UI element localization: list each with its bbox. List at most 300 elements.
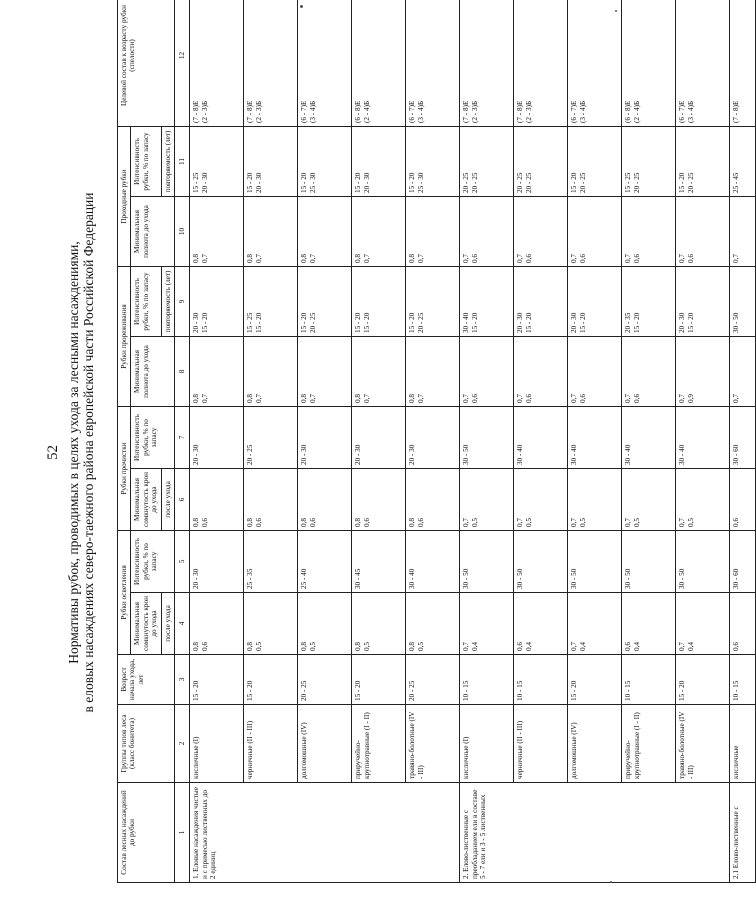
header-intensity-7: Интенсивность рубки, % по запасу	[131, 407, 175, 469]
age-cell: 10 - 15	[514, 655, 568, 705]
min-full-prorezh-cell	[244, 337, 298, 407]
forest-type-cell: кисличные (I)	[190, 705, 244, 783]
intensity-prorezh-cell-value: 30 - 50	[732, 312, 741, 333]
min-full-prorezh-cell-value: 0,7	[308, 394, 317, 403]
intensity-prorezh-cell-value: 15 - 20	[362, 312, 371, 333]
intensity-prokh-cell-value: 15 - 25	[624, 172, 633, 193]
min-crown-proch-cell-value: 0,7	[570, 518, 579, 527]
target-composition-cell-value: (7 - 8)Е	[732, 100, 741, 123]
intensity-prokh-cell-value: 15 - 20	[678, 172, 687, 193]
column-number: 9	[175, 266, 190, 336]
min-full-prokh-cell-value: 0,8	[300, 254, 309, 263]
min-full-prokh-cell-value: 0,6	[686, 254, 695, 263]
intensity-prorezh-cell-value: 30 - 40	[462, 312, 471, 333]
header-min-full-8: Минимальная полнота до ухода	[131, 337, 175, 407]
min-crown-proch-cell-value: 0,5	[632, 518, 641, 527]
group-label: 2. Елово-лиственные с преобладанием ели в составе 5 - 7 ели и 3 - 5 лиственных	[460, 783, 730, 883]
column-number: 8	[175, 337, 190, 407]
target-composition-cell	[514, 0, 568, 126]
header-repeat-9: повторяемость (лет)	[161, 266, 174, 336]
min-full-prorezh-cell-value: 0,7	[416, 394, 425, 403]
min-crown-osv-cell-value: 0,7	[570, 642, 579, 651]
target-composition-cell-value: (6 - 8)Е	[354, 100, 363, 123]
intensity-prorezh-cell	[352, 266, 406, 336]
header-age: Возраст начала ухода, лет	[118, 655, 175, 705]
age-cell: 15 - 20	[568, 655, 622, 705]
min-full-prokh-cell-value: 0,8	[354, 254, 363, 263]
intensity-osv-cell: 30 - 45	[352, 531, 406, 593]
min-full-prorezh-cell-value: 0,6	[578, 394, 587, 403]
min-crown-proch-cell-value: 0,8	[408, 518, 417, 527]
intensity-prokh-cell-value: 20 - 30	[254, 172, 263, 193]
intensity-prokh-cell	[676, 126, 730, 196]
min-full-prokh-cell	[352, 196, 406, 266]
min-crown-proch-cell-value: 0,6	[308, 518, 317, 527]
min-full-prokh-cell-value: 0,8	[192, 254, 201, 263]
min-crown-proch-cell	[622, 469, 676, 531]
intensity-prorezh-cell	[190, 266, 244, 336]
min-crown-osv-cell-value: 0,8	[354, 642, 363, 651]
intensity-prokh-cell-value: 20 - 25	[578, 172, 587, 193]
min-full-prokh-cell-value: 0,8	[246, 254, 255, 263]
min-full-prokh-cell	[568, 196, 622, 266]
min-full-prorezh-cell-value: 0,8	[192, 394, 201, 403]
intensity-prokh-cell	[352, 126, 406, 196]
min-full-prokh-cell	[406, 196, 460, 266]
target-composition-cell	[244, 0, 298, 126]
min-full-prokh-cell-value: 0,8	[408, 254, 417, 263]
table-row	[514, 0, 568, 883]
target-composition-cell-value: (2 - 3)Б	[200, 100, 209, 123]
min-full-prokh-cell-value: 0,7	[308, 254, 317, 263]
min-crown-osv-cell	[244, 593, 298, 655]
min-crown-proch-cell-value: 0,5	[524, 518, 533, 527]
column-number: 1	[175, 783, 190, 883]
column-number-row	[175, 0, 190, 883]
column-number: 4	[175, 593, 190, 655]
target-composition-cell-value: (7 - 8)Е	[462, 100, 471, 123]
min-full-prorezh-cell-value: 0,9	[686, 394, 695, 403]
min-full-prorezh-cell-value: 0,7	[362, 394, 371, 403]
target-composition-cell	[568, 0, 622, 126]
min-full-prorezh-cell-value: 0,7	[624, 394, 633, 403]
intensity-osv-cell: 30 - 50	[622, 531, 676, 593]
min-crown-proch-cell-value: 0,8	[354, 518, 363, 527]
header-target: Целевой состав к возрасту рубки (спелости)	[118, 0, 175, 126]
min-full-prokh-cell	[730, 196, 756, 266]
target-composition-cell-value: (2 - 4)Б	[362, 100, 371, 123]
header-osvetlenie: Рубки осветления	[118, 531, 131, 655]
intensity-proch-cell: 20 - 30	[190, 407, 244, 469]
page-number: 52	[45, 445, 61, 460]
forest-type-cell: кисличные	[730, 705, 756, 783]
intensity-prokh-cell	[298, 126, 352, 196]
intensity-prorezh-cell	[244, 266, 298, 336]
min-full-prokh-cell-value: 0,7	[570, 254, 579, 263]
min-crown-proch-cell	[568, 469, 622, 531]
column-number: 10	[175, 196, 190, 266]
min-crown-proch-cell-value: 0,6	[732, 518, 741, 527]
min-crown-osv-cell-value: 0,5	[308, 642, 317, 651]
min-crown-proch-cell-value: 0,8	[246, 518, 255, 527]
min-full-prorezh-cell-value: 0,7	[678, 394, 687, 403]
min-crown-osv-cell-value: 0,4	[632, 642, 641, 651]
intensity-prorezh-cell-value: 20 - 25	[416, 312, 425, 333]
min-full-prorezh-cell-value: 0,6	[524, 394, 533, 403]
min-full-prorezh-cell-value: 0,7	[462, 394, 471, 403]
min-full-prorezh-cell-value: 0,7	[516, 394, 525, 403]
min-crown-proch-cell-value: 0,6	[416, 518, 425, 527]
intensity-prorezh-cell-value: 15 - 20	[632, 312, 641, 333]
min-crown-proch-cell	[514, 469, 568, 531]
intensity-prokh-cell	[244, 126, 298, 196]
target-composition-cell-value: (2 - 4)Б	[632, 100, 641, 123]
intensity-prorezh-cell-value: 15 - 20	[300, 312, 309, 333]
min-full-prorezh-cell-value: 0,8	[300, 394, 309, 403]
column-number: 5	[175, 531, 190, 593]
intensity-prokh-cell-value: 20 - 30	[362, 172, 371, 193]
intensity-prokh-cell	[568, 126, 622, 196]
min-crown-osv-cell	[352, 593, 406, 655]
header-min-crown-6: Минимальная сомкнутость крон до ухода	[131, 469, 161, 531]
intensity-prokh-cell	[460, 126, 514, 196]
target-composition-cell-value: (6 - 7)Е	[678, 100, 687, 123]
min-crown-osv-cell-value: 0,5	[254, 642, 263, 651]
title-line-2: в еловых насаждениях северо-таежного района европейской части Российской Федерации	[81, 192, 96, 713]
min-full-prorezh-cell	[406, 337, 460, 407]
min-full-prorezh-cell	[676, 337, 730, 407]
intensity-osv-cell: 30 - 60	[730, 531, 756, 593]
min-full-prokh-cell-value: 0,6	[470, 254, 479, 263]
intensity-proch-cell: 20 - 30	[298, 407, 352, 469]
table-row	[568, 0, 622, 883]
min-full-prorezh-cell-value: 0,6	[470, 394, 479, 403]
min-crown-osv-cell	[190, 593, 244, 655]
intensity-prokh-cell-value: 20 - 30	[200, 172, 209, 193]
min-full-prokh-cell-value: 0,6	[524, 254, 533, 263]
intensity-prorezh-cell-value: 15 - 20	[470, 312, 479, 333]
intensity-osv-cell: 30 - 50	[460, 531, 514, 593]
intensity-prorezh-cell	[622, 266, 676, 336]
intensity-proch-cell: 30 - 40	[514, 407, 568, 469]
target-composition-cell-value: (2 - 3)Б	[524, 100, 533, 123]
intensity-prokh-cell-value: 25 - 30	[416, 172, 425, 193]
target-composition-cell	[676, 0, 730, 126]
age-cell: 15 - 20	[244, 655, 298, 705]
intensity-prokh-cell-value: 25 - 30	[308, 172, 317, 193]
intensity-prokh-cell-value: 20 - 25	[470, 172, 479, 193]
table-row	[406, 0, 460, 883]
min-crown-osv-cell	[460, 593, 514, 655]
target-composition-cell	[352, 0, 406, 126]
title-line-1: Нормативы рубок, проводимых в целях ухода за лесными насаждениями,	[66, 241, 81, 664]
intensity-prorezh-cell-value: 15 - 20	[254, 312, 263, 333]
intensity-proch-cell: 30 - 40	[568, 407, 622, 469]
header-repeat-11: повторяемость (лет)	[161, 126, 174, 196]
intensity-prorezh-cell-value: 20 - 35	[624, 312, 633, 333]
header-forest-type: Группы типов леса (класс бонитета)	[118, 705, 175, 783]
intensity-proch-cell: 30 - 50	[460, 407, 514, 469]
age-cell: 15 - 20	[352, 655, 406, 705]
header-composition: Состав лесных насаждений до рубки	[118, 783, 175, 883]
min-full-prokh-cell	[190, 196, 244, 266]
forest-type-cell: травяно-болотные (IV - III)	[406, 705, 460, 783]
forest-type-cell: приручейно-крупнотравные (I - II)	[352, 705, 406, 783]
min-crown-osv-cell-value: 0,4	[524, 642, 533, 651]
min-full-prorezh-cell-value: 0,8	[408, 394, 417, 403]
target-composition-cell	[406, 0, 460, 126]
scan-speck	[610, 881, 612, 883]
target-composition-cell-value: (3 - 4)Б	[416, 100, 425, 123]
intensity-osv-cell: 30 - 50	[568, 531, 622, 593]
forest-type-cell: долгомошные (IV)	[568, 705, 622, 783]
min-crown-osv-cell	[298, 593, 352, 655]
intensity-osv-cell: 25 - 40	[298, 531, 352, 593]
intensity-proch-cell: 20 - 30	[352, 407, 406, 469]
min-crown-proch-cell-value: 0,8	[192, 518, 201, 527]
min-full-prorezh-cell-value: 0,6	[632, 394, 641, 403]
min-full-prorezh-cell-value: 0,7	[732, 394, 741, 403]
min-crown-proch-cell	[406, 469, 460, 531]
age-cell: 20 - 25	[298, 655, 352, 705]
min-full-prokh-cell-value: 0,7	[362, 254, 371, 263]
table-row	[244, 0, 298, 883]
intensity-proch-cell: 30 - 40	[622, 407, 676, 469]
age-cell: 10 - 15	[622, 655, 676, 705]
age-cell: 15 - 20	[676, 655, 730, 705]
header-after-6: после ухода	[161, 469, 174, 531]
min-crown-osv-cell-value: 0,5	[416, 642, 425, 651]
header-intensity-9: Интенсивность рубки, % по запасу	[131, 266, 161, 336]
min-crown-osv-cell	[730, 593, 756, 655]
min-crown-proch-cell-value: 0,8	[300, 518, 309, 527]
column-number: 11	[175, 126, 190, 196]
group-label: 2.1 Елово-лиственные с	[730, 783, 756, 883]
min-crown-proch-cell	[244, 469, 298, 531]
min-crown-proch-cell-value: 0,7	[678, 518, 687, 527]
intensity-prorezh-cell	[460, 266, 514, 336]
min-crown-proch-cell	[730, 469, 756, 531]
intensity-osv-cell: 30 - 50	[676, 531, 730, 593]
header-prochistka: Рубки прочистки	[118, 407, 131, 531]
min-full-prorezh-cell-value: 0,7	[254, 394, 263, 403]
min-crown-osv-cell-value: 0,7	[678, 642, 687, 651]
target-composition-cell	[298, 0, 352, 126]
min-full-prokh-cell	[514, 196, 568, 266]
table-row	[460, 0, 514, 883]
header-intensity-11: Интенсивность рубки, % по запасу	[131, 126, 161, 196]
intensity-prokh-cell	[730, 126, 756, 196]
intensity-osv-cell: 25 - 35	[244, 531, 298, 593]
table-row	[190, 0, 244, 883]
min-crown-proch-cell-value: 0,7	[624, 518, 633, 527]
table-row	[676, 0, 730, 883]
target-composition-cell-value: (7 - 8)Е	[516, 100, 525, 123]
intensity-prorezh-cell-value: 15 - 20	[354, 312, 363, 333]
norms-table	[117, 0, 756, 883]
min-crown-proch-cell	[460, 469, 514, 531]
table-body	[190, 0, 756, 883]
target-composition-cell-value: (6 - 7)Е	[570, 100, 579, 123]
min-full-prokh-cell-value: 0,7	[516, 254, 525, 263]
header-after-4: после ухода	[161, 593, 174, 655]
min-crown-proch-cell-value: 0,6	[254, 518, 263, 527]
intensity-prorezh-cell	[730, 266, 756, 336]
forest-type-cell: долгомошные (IV)	[298, 705, 352, 783]
intensity-prokh-cell-value: 20 - 25	[516, 172, 525, 193]
min-full-prorezh-cell	[352, 337, 406, 407]
intensity-prokh-cell-value: 25 - 45	[732, 172, 741, 193]
min-crown-proch-cell-value: 0,5	[686, 518, 695, 527]
intensity-prorezh-cell	[406, 266, 460, 336]
min-full-prorezh-cell	[298, 337, 352, 407]
header-prorezhivanie: Рубки прореживания	[118, 266, 131, 406]
min-full-prorezh-cell	[514, 337, 568, 407]
min-full-prokh-cell	[244, 196, 298, 266]
intensity-prorezh-cell	[298, 266, 352, 336]
column-number: 12	[175, 0, 190, 126]
min-full-prokh-cell	[298, 196, 352, 266]
header-prokhodnye: Проходные рубки	[118, 126, 131, 266]
group-label: 1. Еловые насаждения чистые и с примесью лиственных до 2 единиц	[190, 783, 460, 883]
min-crown-proch-cell-value: 0,5	[578, 518, 587, 527]
intensity-prokh-cell-value: 15 - 20	[354, 172, 363, 193]
intensity-prokh-cell-value: 15 - 20	[300, 172, 309, 193]
target-composition-cell-value: (3 - 4)Б	[578, 100, 587, 123]
min-full-prorezh-cell-value: 0,7	[570, 394, 579, 403]
min-crown-osv-cell-value: 0,8	[192, 642, 201, 651]
intensity-prokh-cell-value: 15 - 25	[192, 172, 201, 193]
intensity-prokh-cell-value: 15 - 20	[570, 172, 579, 193]
intensity-prokh-cell	[622, 126, 676, 196]
min-full-prokh-cell-value: 0,6	[578, 254, 587, 263]
forest-type-cell: черничные (II - III)	[244, 705, 298, 783]
intensity-prorezh-cell-value: 15 - 20	[524, 312, 533, 333]
column-number: 2	[175, 705, 190, 783]
intensity-prorezh-cell	[568, 266, 622, 336]
intensity-prorezh-cell-value: 15 - 25	[246, 312, 255, 333]
min-crown-osv-cell-value: 0,4	[578, 642, 587, 651]
target-composition-cell-value: (7 - 8)Е	[246, 100, 255, 123]
intensity-prokh-cell-value: 20 - 25	[632, 172, 641, 193]
intensity-prokh-cell-value: 20 - 25	[686, 172, 695, 193]
intensity-prorezh-cell-value: 15 - 20	[686, 312, 695, 333]
intensity-osv-cell: 30 - 40	[406, 531, 460, 593]
min-crown-osv-cell	[676, 593, 730, 655]
intensity-prorezh-cell-value: 15 - 20	[408, 312, 417, 333]
min-full-prokh-cell-value: 0,6	[632, 254, 641, 263]
header-intensity-5: Интенсивность рубки, % по запасу	[131, 531, 175, 593]
min-crown-osv-cell-value: 0,6	[624, 642, 633, 651]
target-composition-cell-value: (3 - 4)Б	[308, 100, 317, 123]
min-crown-osv-cell-value: 0,5	[362, 642, 371, 651]
min-crown-osv-cell	[406, 593, 460, 655]
intensity-prorezh-cell-value: 20 - 30	[570, 312, 579, 333]
min-full-prorezh-cell	[460, 337, 514, 407]
min-full-prokh-cell-value: 0,7	[678, 254, 687, 263]
intensity-prokh-cell	[514, 126, 568, 196]
min-crown-osv-cell-value: 0,6	[516, 642, 525, 651]
header-min-full-10: Минимальная полнота до ухода	[131, 196, 175, 266]
min-full-prokh-cell	[622, 196, 676, 266]
table-row	[298, 0, 352, 883]
intensity-prokh-cell	[406, 126, 460, 196]
min-crown-osv-cell-value: 0,6	[200, 642, 209, 651]
min-full-prokh-cell-value: 0,7	[462, 254, 471, 263]
intensity-proch-cell: 30 - 40	[676, 407, 730, 469]
intensity-prorezh-cell-value: 20 - 30	[678, 312, 687, 333]
target-composition-cell-value: (3 - 4)Б	[686, 100, 695, 123]
min-full-prorezh-cell	[622, 337, 676, 407]
intensity-proch-cell: 30 - 60	[730, 407, 756, 469]
intensity-prorezh-cell-value: 15 - 20	[578, 312, 587, 333]
target-composition-cell	[730, 0, 756, 126]
min-crown-proch-cell-value: 0,6	[362, 518, 371, 527]
min-full-prokh-cell	[460, 196, 514, 266]
scan-speck	[615, 10, 617, 12]
forest-type-cell: кисличные (I)	[460, 705, 514, 783]
intensity-prokh-cell-value: 20 - 25	[462, 172, 471, 193]
min-crown-proch-cell	[190, 469, 244, 531]
min-crown-osv-cell	[622, 593, 676, 655]
min-crown-osv-cell-value: 0,8	[246, 642, 255, 651]
intensity-osv-cell: 20 - 30	[190, 531, 244, 593]
min-crown-proch-cell	[352, 469, 406, 531]
scan-speck	[300, 5, 303, 8]
intensity-prokh-cell-value: 20 - 25	[524, 172, 533, 193]
intensity-prorezh-cell-value: 20 - 25	[308, 312, 317, 333]
min-full-prorezh-cell-value: 0,7	[200, 394, 209, 403]
document-title	[66, 0, 96, 905]
min-crown-osv-cell-value: 0,6	[732, 642, 741, 651]
min-full-prorezh-cell-value: 0,8	[246, 394, 255, 403]
table-row	[622, 0, 676, 883]
min-full-prorezh-cell	[730, 337, 756, 407]
min-crown-osv-cell-value: 0,7	[462, 642, 471, 651]
min-full-prokh-cell-value: 0,7	[254, 254, 263, 263]
target-composition-cell-value: (6 - 7)Е	[300, 100, 309, 123]
min-crown-osv-cell-value: 0,8	[300, 642, 309, 651]
min-full-prokh-cell-value: 0,7	[624, 254, 633, 263]
min-crown-osv-cell	[568, 593, 622, 655]
forest-type-cell: черничные (II - III)	[514, 705, 568, 783]
min-full-prokh-cell	[676, 196, 730, 266]
intensity-prokh-cell	[190, 126, 244, 196]
forest-type-cell: травяно-болотные (IV - III)	[676, 705, 730, 783]
min-full-prokh-cell-value: 0,7	[416, 254, 425, 263]
intensity-prorezh-cell	[514, 266, 568, 336]
min-crown-osv-cell	[514, 593, 568, 655]
age-cell: 15 - 20	[190, 655, 244, 705]
target-composition-cell	[622, 0, 676, 126]
target-composition-cell-value: (6 - 7)Е	[408, 100, 417, 123]
intensity-proch-cell: 20 - 30	[406, 407, 460, 469]
min-crown-osv-cell-value: 0,8	[408, 642, 417, 651]
target-composition-cell-value: (7 - 8)Е	[192, 100, 201, 123]
target-composition-cell-value: (2 - 3)Б	[470, 100, 479, 123]
column-number: 3	[175, 655, 190, 705]
min-full-prorezh-cell	[568, 337, 622, 407]
age-cell: 20 - 25	[406, 655, 460, 705]
target-composition-cell-value: (6 - 8)Е	[624, 100, 633, 123]
target-composition-cell	[460, 0, 514, 126]
age-cell: 10 - 15	[730, 655, 756, 705]
intensity-prorezh-cell-value: 20 - 30	[192, 312, 201, 333]
intensity-osv-cell: 30 - 50	[514, 531, 568, 593]
min-crown-proch-cell-value: 0,7	[516, 518, 525, 527]
age-cell: 10 - 15	[460, 655, 514, 705]
min-crown-proch-cell	[298, 469, 352, 531]
